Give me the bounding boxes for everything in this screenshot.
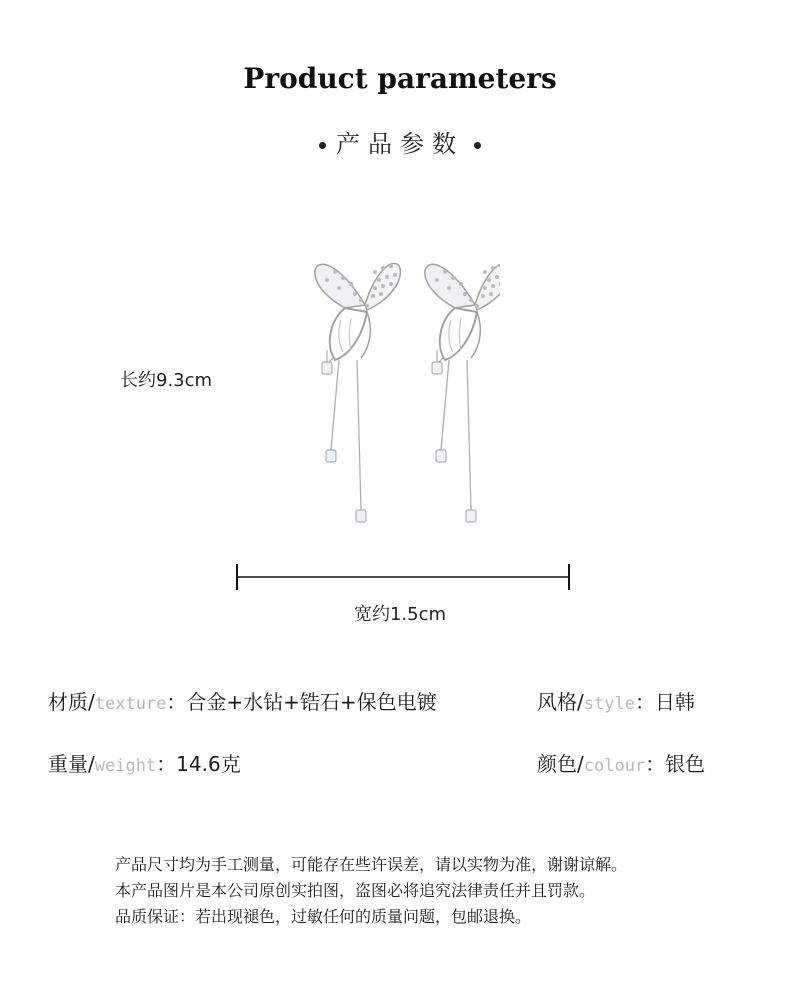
spec-material-value: 合金+水钻+锆石+保色电镀 xyxy=(186,690,437,714)
spec-material-label: 材质/ xyxy=(48,690,95,714)
spec-material xyxy=(48,686,437,715)
page-subtitle-zh xyxy=(0,124,800,159)
spec-material-label-en: texture xyxy=(94,694,167,714)
width-dimension-line xyxy=(235,562,571,592)
length-label: 长约9.3cm xyxy=(120,370,213,391)
spec-separator: ： xyxy=(645,752,666,776)
subtitle-text: 产品参数 xyxy=(336,130,464,158)
width-label: 宽约1.5cm xyxy=(353,604,447,625)
spec-separator: ： xyxy=(634,690,655,714)
spec-separator: ： xyxy=(166,690,187,714)
dot-icon xyxy=(474,142,481,149)
spec-color-value: 银色 xyxy=(665,752,706,776)
spec-style-label: 风格/ xyxy=(537,690,584,714)
spec-weight-value: 14.6克 xyxy=(176,752,241,776)
spec-color xyxy=(537,748,705,777)
note-line: 品质保证：若出现褪色，过敏任何的质量问题，包邮退换。 xyxy=(115,907,532,926)
spec-style-label-en: style xyxy=(583,694,635,714)
spec-color-label: 颜色/ xyxy=(537,752,584,776)
butterfly-earrings-icon xyxy=(300,240,500,530)
spec-weight-label: 重量/ xyxy=(48,752,95,776)
spec-separator: ： xyxy=(156,752,177,776)
page-title: Product parameters xyxy=(243,62,557,95)
dot-icon xyxy=(319,142,326,149)
spec-weight xyxy=(48,748,241,777)
spec-color-label-en: colour xyxy=(583,756,646,776)
note-line: 本产品图片是本公司原创实拍图，盗图必将追究法律责任并且罚款。 xyxy=(115,881,596,900)
note-line: 产品尺寸均为手工测量，可能存在些许误差，请以实物为准，谢谢谅解。 xyxy=(115,855,628,874)
spec-weight-label-en: weight xyxy=(94,756,157,776)
spec-style-value: 日韩 xyxy=(654,690,695,714)
notes xyxy=(115,852,627,930)
spec-style xyxy=(537,686,695,715)
